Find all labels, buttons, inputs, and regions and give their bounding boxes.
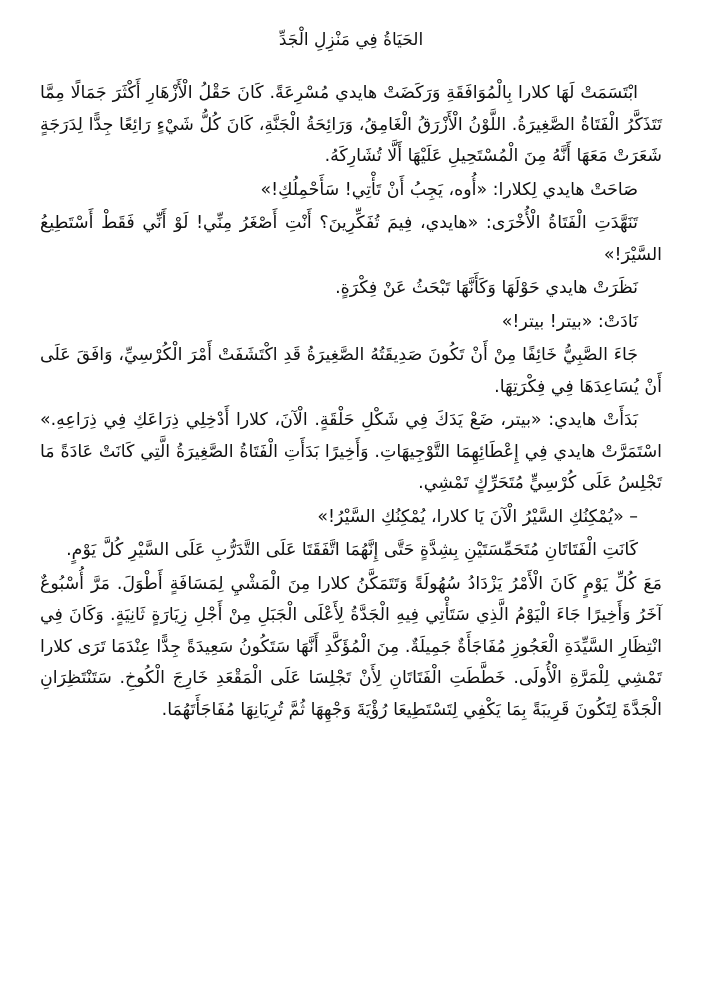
story-paragraph: تَنَهَّدَتِ الْفَتَاةُ الْأُخْرَى: «هايدي، فِيمَ تُفَكِّرِينَ؟ أَنْتِ أَصْغَرُ مِنِّي! لَوْ أَنِّي فَقَطْ أَسْتَطِيعُ السَّيْرَ!» bbox=[40, 213, 662, 265]
story-paragraph: كَانَتِ الْفَتَاتَانِ مُتَحَمِّسَتَيْنِ بِشِدَّةٍ حَتَّى إِنَّهُمَا اتَّفَقَتَا عَلَى التَّدَرُّبِ عَلَى السَّيْرِ كُلَّ يَوْمٍ. bbox=[66, 540, 638, 560]
story-paragraph: صَاحَتْ هايدي لِكلارا: «أُوه، يَجِبُ أَنْ تَأْتِي! سَأَحْمِلُكِ!» bbox=[260, 179, 638, 200]
story-paragraph: جَاءَ الصَّبِيُّ خَائِفًا مِنْ أَنْ تَكُونَ صَدِيقَتُهُ الصَّغِيرَةُ قَدِ اكْتَشَفَتْ أَمْرَ الْكُرْسِيِّ، وَافَقَ عَلَى أَنْ يُسَاعِدَهَا فِي فِكْرَتِهَا. bbox=[40, 345, 662, 397]
story-paragraph: ابْتَسَمَتْ لَهَا كلارا بِالْمُوَافَقَةِ وَرَكَضَتْ هايدي مُسْرِعَةً. كَانَ حَقْلُ الْأَزْهَارِ أَكْثَرَ جَمَالًا مِمَّا تَتَذَكَّرُ الْفَتَاةُ الصَّغِيرَةُ. اللَّوْنُ الْأَزْرَقُ الْغَامِقُ، وَرَائِحَةُ الْجَنَّةِ، كَانَ كُلُّ شَيْءٍ رَائِعًا جِدًّا لِدَرَجَةٍ شَعَرَتْ مَعَهَا أَنَّهُ مِنَ الْمُسْتَحِيلِ عَلَيْهَا أَلَّا تُشَارِكَهُ. bbox=[40, 83, 662, 166]
story-paragraph: – «يُمْكِنُكِ السَّيْرُ الْآنَ يَا كلارا، يُمْكِنُكِ السَّيْرُ!» bbox=[317, 506, 638, 527]
page-title: الحَيَاةُ فِي مَنْزِلِ الْجَدِّ bbox=[278, 30, 424, 50]
story-paragraph: مَعَ كُلِّ يَوْمٍ كَانَ الْأَمْرُ يَزْدَادُ سُهُولَةً وَتَتَمَكَّنُ كلارا مِنَ الْمَشْيِ لِمَسَافَةٍ أَطْوَلَ. مَرَّ أُسْبُوعٌ آخَرُ وَأَخِيرًا جَاءَ الْيَوْمُ الَّذِي سَتَأْتِي فِيهِ الْجَدَّةُ لِأَعْلَى الْجَبَلِ مِنْ أَجْلِ زِيَارَةٍ ثَانِيَةٍ. وَكَانَ فِي انْتِظَارِ السَّيِّدَةِ الْعَجُوزِ مُفَاجَأَةٌ جَمِيلَةٌ. مِنَ الْمُؤَكَّدِ أَنَّهَا سَتَكُونُ سَعِيدَةً جِدًّا عِنْدَمَا تَرَى كلارا تَمْشِي لِلْمَرَّةِ الْأُولَى. خَطَّطَتِ الْفَتَاتَانِ لِأَنْ تَجْلِسَا عَلَى الْمَقْعَدِ خَارِجَ الْكُوخِ. سَتَنْتَظِرَانِ الْجَدَّةَ لِتَكُونَ قَرِيبَةً بِمَا يَكْفِي لِتَسْتَطِيعَا رُؤْيَةَ وَجْهِهَا ثُمَّ تُرِيَانِهَا مُفَاجَأَتَهُمَا. bbox=[40, 573, 662, 720]
story-paragraph: نَظَرَتْ هايدي حَوْلَهَا وَكَأَنَّهَا تَبْحَثُ عَنْ فِكْرَةٍ. bbox=[335, 278, 638, 298]
story-paragraph: نَادَتْ: «بيتر! بيتر!» bbox=[501, 311, 638, 332]
story-body bbox=[40, 78, 662, 726]
story-paragraph: بَدَأَتْ هايدي: «بيتر، ضَعْ يَدَكَ فِي شَكْلِ حَلْقَةٍ. الْآنَ، كلارا أَدْخِلِي ذِرَاعَكِ فِي ذِرَاعِهِ.» اسْتَمَرَّتْ هايدي فِي إِعْطَائِهِمَا التَّوْجِيهَاتِ. وَأَخِيرًا بَدَأَتِ الْفَتَاةُ الصَّغِيرَةُ الَّتِي كَانَتْ عَادَةً مَا تَجْلِسُ عَلَى كُرْسِيٍّ مُتَحَرِّكٍ تَمْشِي. bbox=[40, 410, 662, 493]
